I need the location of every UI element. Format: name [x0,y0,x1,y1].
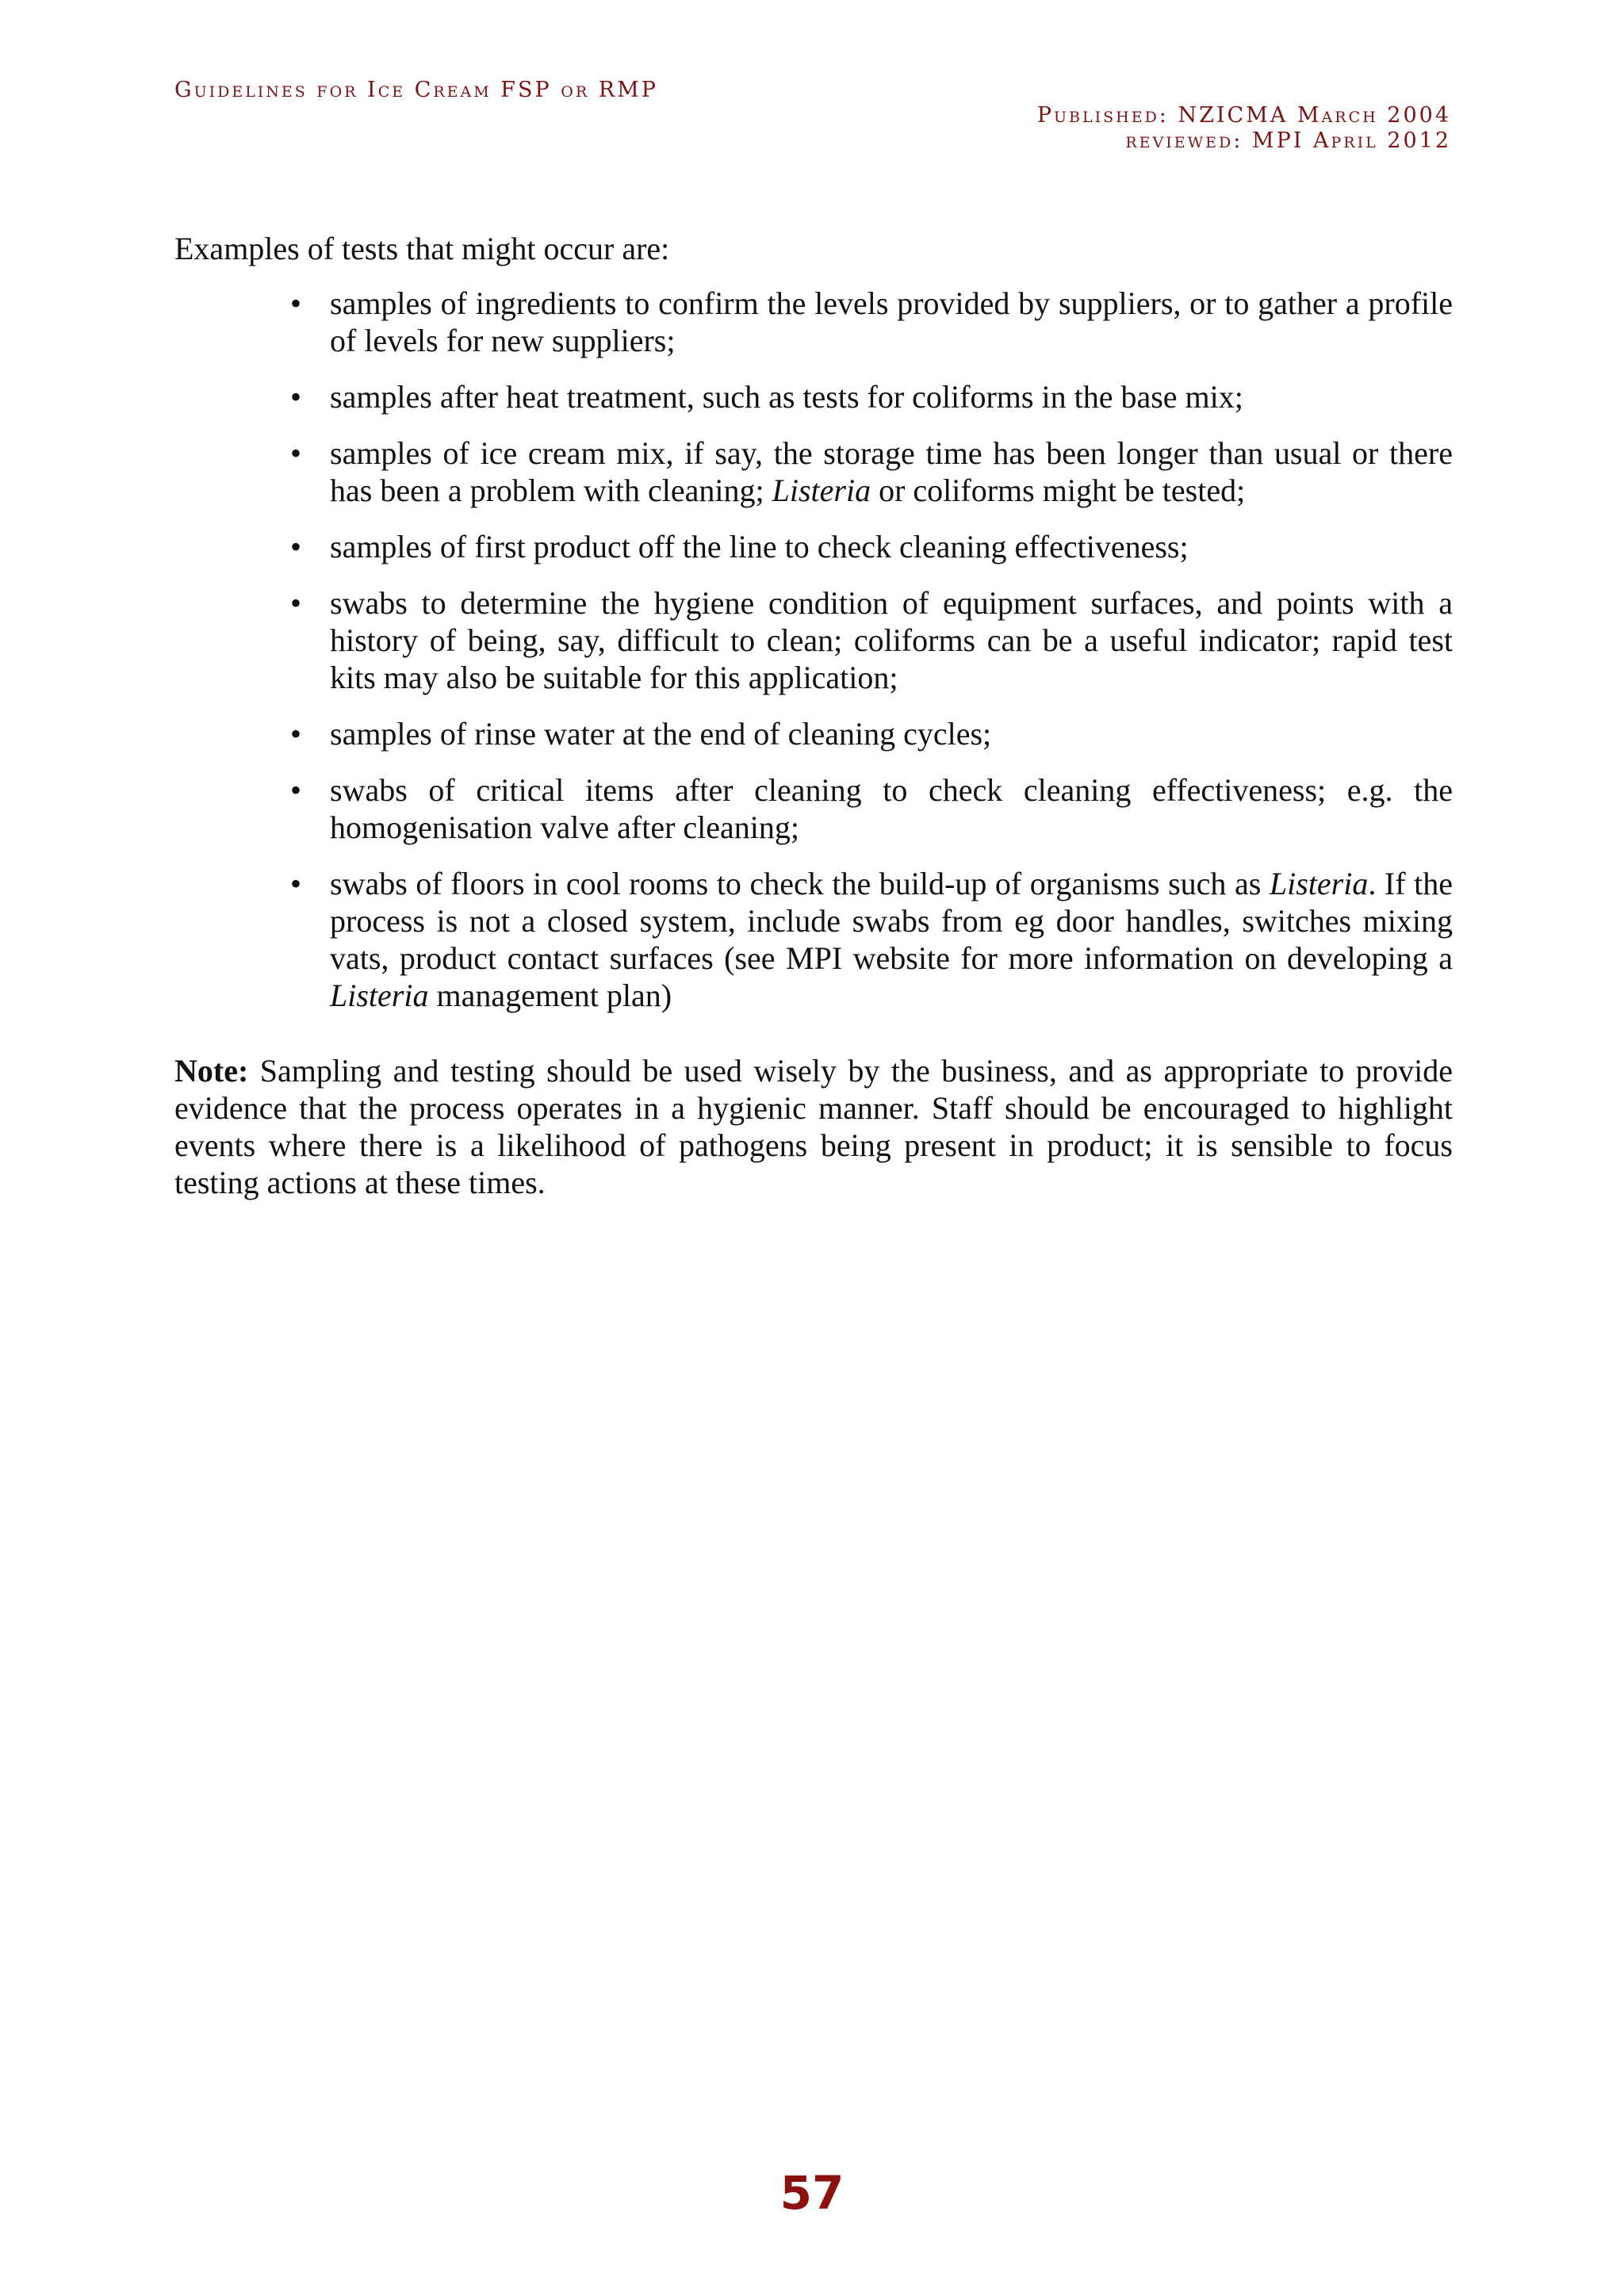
list-item [174,434,1453,509]
list-item-text: swabs to determine the hygiene condition of equipment surfaces, and points with a history of being, say, difficult to clean; coliforms can be a useful indicator; rapid test kits may also be suitable for this application; [330,585,1453,695]
list-item-text: samples of ingredients to confirm the levels provided by suppliers, or to gather a profile of levels for new suppliers; [330,285,1453,358]
list-item-text: swabs of floors in cool rooms to check the build-up of organisms such as [330,866,1270,901]
main-content [174,230,1453,1233]
bullet-icon: • [289,866,301,901]
list-item [174,584,1453,696]
bullet-list [174,285,1453,1014]
bullet-icon: • [289,435,301,471]
italic-term: Listeria [330,978,429,1013]
note-text: Sampling and testing should be used wisely by the business, and as appropriate to provide evidence that the process operates in a hygienic manner. Staff should be encouraged to highlight events where there is a likelihood of pathogens being present in product; it is sensible to focus testing actions at these times. [174,1053,1453,1200]
note-paragraph [174,1052,1453,1201]
list-item-text: samples of first product off the line to check cleaning effectiveness; [330,529,1189,564]
list-item-text: management plan) [428,978,672,1013]
list-item [174,378,1453,415]
list-item [174,528,1453,565]
list-item [174,771,1453,846]
bullet-icon: • [289,585,301,621]
running-header-title: Guidelines for Ice Cream FSP or RMP [174,78,658,102]
italic-term: Listeria [772,473,871,508]
list-item [174,715,1453,752]
note-label: Note: [174,1053,249,1089]
list-item [174,865,1453,1014]
page-number: 57 [779,2166,845,2220]
list-item-text: samples of rinse water at the end of cleaning cycles; [330,716,992,752]
bullet-icon: • [289,529,301,564]
bullet-icon: • [289,285,301,321]
published-line: Published: NZICMA March 2004 [1036,103,1451,128]
italic-term: Listeria [1269,866,1369,901]
reviewed-line: reviewed: MPI April 2012 [1125,128,1451,153]
bullet-icon: • [289,716,301,752]
bullet-icon: • [289,379,301,415]
running-header-publication-info [1037,103,1451,154]
list-item-text: or coliforms might be tested; [871,473,1246,508]
intro-paragraph: Examples of tests that might occur are: [174,231,670,266]
list-item-text: . If the process is not a closed system, include swabs from eg door handles, switches mixing vats, product contact surfaces (see MPI website for more information on developing a [330,866,1453,976]
bullet-icon: • [289,772,301,808]
list-item-text: samples after heat treatment, such as tests for coliforms in the base mix; [330,379,1243,415]
list-item-text: swabs of critical items after cleaning to check cleaning effectiveness; e.g. the homogenisation valve after cleaning; [330,772,1453,845]
list-item [174,285,1453,359]
list-item-text: samples of ice cream mix, if say, the storage time has been longer than usual or there has been a problem with cleaning; [330,435,1453,508]
